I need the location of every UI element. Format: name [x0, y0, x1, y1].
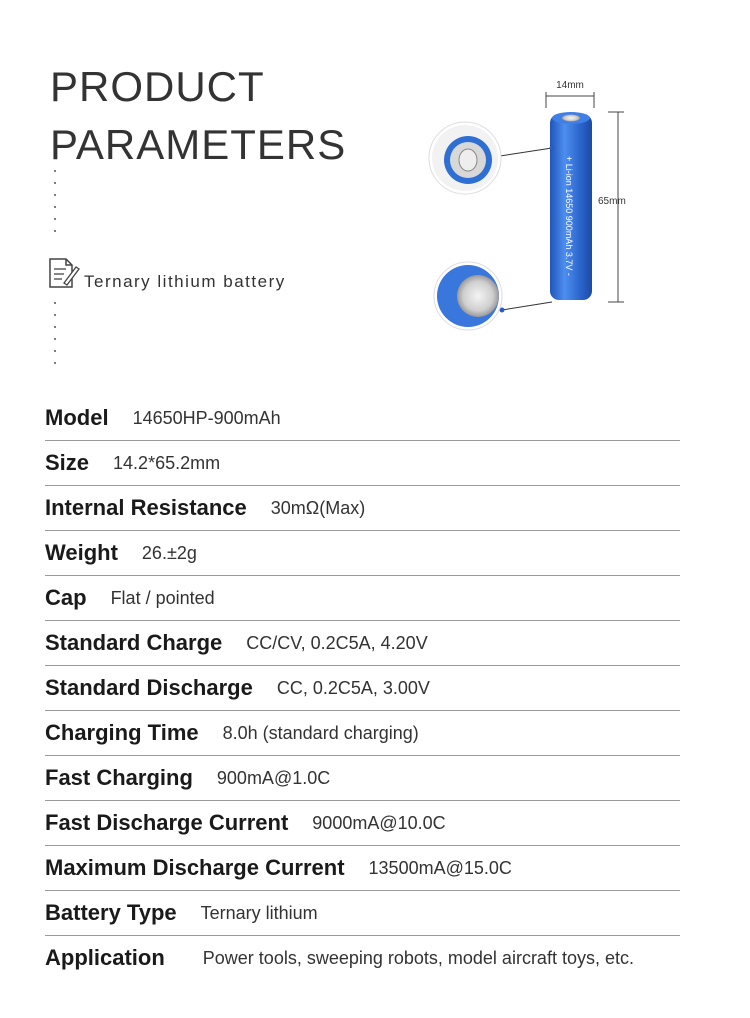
spec-label: Charging Time: [45, 720, 199, 745]
spec-row-cap: [45, 576, 680, 621]
spec-value: CC, 0.2C5A, 3.00V: [276, 677, 430, 698]
spec-value: 26.±2g: [141, 542, 197, 563]
spec-label: Standard Charge: [45, 630, 223, 655]
spec-label: Maximum Discharge Current: [45, 855, 345, 880]
spec-value: 9000mA@10.0C: [312, 812, 446, 833]
spec-row-battery-type: [45, 891, 680, 936]
spec-value: 14650HP-900mAh: [132, 407, 281, 428]
spec-value: Ternary lithium: [200, 902, 318, 923]
spec-label: Cap: [45, 585, 87, 610]
document-pen-icon: [44, 255, 80, 291]
decorative-dots-bottom: [54, 302, 58, 374]
spec-row-standard-charge: [45, 621, 680, 666]
spec-value: 30mΩ(Max): [270, 497, 366, 518]
spec-row-internal-resistance: [45, 486, 680, 531]
spec-value: 13500mA@15.0C: [368, 857, 512, 878]
subtitle: Ternary lithium battery: [84, 272, 286, 291]
spec-value: Power tools, sweeping robots, model aircraft toys, etc.: [202, 947, 634, 968]
spec-label: Standard Discharge: [45, 675, 253, 700]
spec-label: Application: [45, 945, 165, 970]
battery-print-text: + Li-ion 14650 900mAh 3.7V -: [564, 156, 574, 276]
spec-value: Flat / pointed: [110, 587, 215, 608]
spec-label: Size: [45, 450, 90, 475]
spec-row-fast-discharge-current: [45, 801, 680, 846]
spec-value: CC/CV, 0.2C5A, 4.20V: [246, 632, 428, 653]
spec-row-maximum-discharge-current: [45, 846, 680, 891]
title-line-2: PARAMETERS: [50, 121, 347, 168]
spec-row-size: [45, 441, 680, 486]
spec-row-weight: [45, 531, 680, 576]
spec-row-model: [45, 396, 680, 441]
spec-row-standard-discharge: [45, 666, 680, 711]
battery-illustration: [420, 70, 650, 340]
decorative-dots-top: [54, 170, 58, 242]
battery-height-label: 65mm: [598, 196, 626, 207]
spec-value: 14.2*65.2mm: [113, 452, 221, 473]
spec-table: [45, 396, 680, 980]
spec-row-charging-time: [45, 711, 680, 756]
battery-width-label: 14mm: [556, 80, 584, 91]
spec-label: Model: [45, 405, 109, 430]
spec-label: Weight: [45, 540, 118, 565]
spec-value: 8.0h (standard charging): [222, 722, 419, 743]
spec-label: Fast Charging: [45, 765, 193, 790]
spec-value: 900mA@1.0C: [216, 767, 331, 788]
spec-row-fast-charging: [45, 756, 680, 801]
spec-row-application: [45, 936, 680, 980]
spec-label: Internal Resistance: [45, 495, 247, 520]
page-title: [50, 58, 346, 174]
title-line-1: PRODUCT: [50, 63, 265, 110]
spec-label: Fast Discharge Current: [45, 810, 289, 835]
spec-label: Battery Type: [45, 900, 177, 925]
